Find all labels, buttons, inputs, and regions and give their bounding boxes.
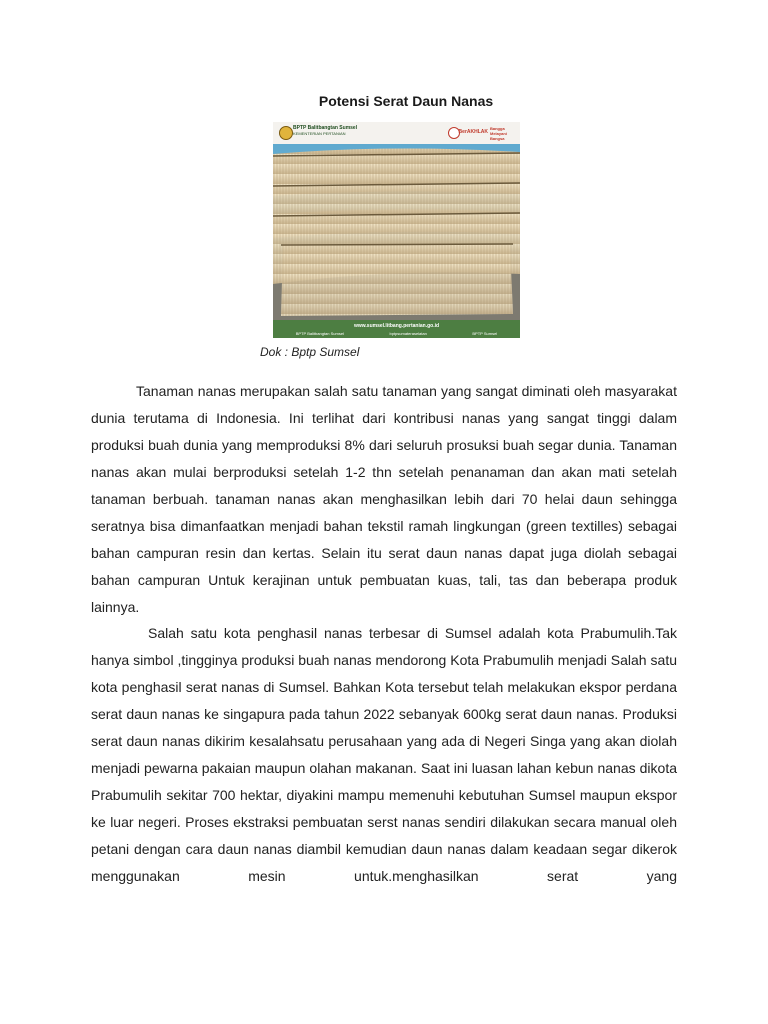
social-instagram: bptpsumateraselatan: [389, 331, 427, 336]
document-title: Potensi Serat Daun Nanas: [318, 93, 494, 109]
paragraph-2: [91, 620, 677, 890]
banner-left-title: BPTP Balitbangtan Sumsel: [293, 125, 358, 131]
bptp-logo-icon: [279, 126, 293, 140]
pineapple-fiber-photo: [273, 122, 520, 338]
photo-top-banner: [273, 122, 520, 144]
photo-website: www.sumsel.litbang.pertanian.go.id: [353, 323, 440, 329]
paragraph-1-text: Tanaman nanas merupakan salah satu tanaman yang sangat diminati oleh masyarakat dunia terutama di Indonesia. Ini terlihat dari kontribusi nanas yang sangat tinggi dalam produksi buah dunia yang memproduksi 8% dari seluruh prosuksi buah segar dunia. Tanaman nanas akan mulai berproduksi setelah 1-2 thn setelah penanaman dan akan mati setelah tanaman berbuah. tanaman nanas akan menghasilkan lebih dari 70 helai daun sehingga seratnya bisa dimanfaatkan menjadi bahan tekstil ramah lingkungan (green textilles) sebagai bahan campuran resin dan kertas. Selain itu serat daun nanas dapat juga diolah sebagai bahan campuran Untuk kerajinan untuk pembuatan kuas, tali, tas dan beberapa produk lainnya.: [91, 383, 677, 615]
social-youtube: BPTP Sumsel: [472, 331, 498, 336]
berakhlak-logo: BerAKHLAK: [458, 129, 488, 135]
photo-caption: Dok : Bptp Sumsel: [260, 345, 360, 359]
paragraph-2-text: Salah satu kota penghasil nanas terbesar di Sumsel adalah kota Prabumulih.Tak hanya simbol ,tingginya produksi buah nanas mendorong Kota Prabumulih menjadi Salah satu kota penghasil serat nanas di Sumsel. Bahkan Kota tersebut telah melakukan ekspor perdana serat daun nanas ke singapura pada tahun 2022 sebanyak 600kg serat daun nanas. Produksi serat daun nanas dikirim kesalahsatu perusahaan yang ada di Negeri Singa yang akan diolah menjadi pewarna pakaian maupun olahan makanan. Saat ini luasan lahan kebun nanas dikota Prabumulih sekitar 700 hektar, diyakini mampu memenuhi kebutuhan Sumsel maupun ekspor ke luar negeri. Proses ekstraksi pembuatan serst nanas sendiri dilakukan secara manual oleh petani dengan cara daun nanas diambil kemudian daun nanas dalam keadaan segar dikerok menggunakan mesin untuk.menghasilkan serat yang: [91, 625, 677, 884]
bangga-melayani-logo: Bangga Melayani Bangsa: [490, 126, 507, 141]
banner-left-subtitle: KEMENTERIAN PERTANIAN: [293, 131, 346, 136]
social-facebook: BPTP Balitbangtan Sumsel: [295, 331, 344, 336]
photo-banner-left: [293, 125, 357, 137]
paragraph-1: [91, 378, 677, 621]
drying-fibers-illustration: [273, 144, 520, 320]
photo-bottom-banner: [273, 320, 520, 338]
photo-socials: [273, 331, 520, 336]
